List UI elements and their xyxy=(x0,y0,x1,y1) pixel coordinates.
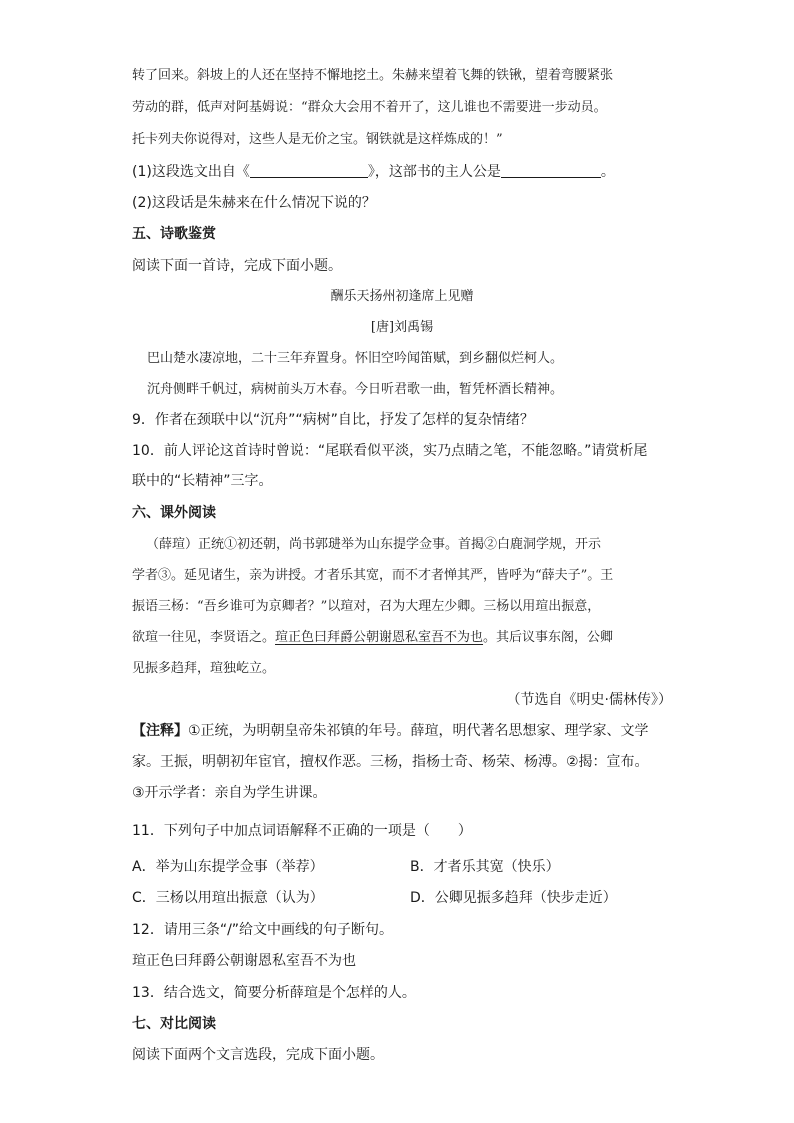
notes-line-1 xyxy=(132,721,672,741)
passage-line-3: 托卡列夫你说得对，这些人是无价之宝。钢铁就是这样炼成的！” xyxy=(132,132,503,147)
section-7-heading: 七、对比阅读 xyxy=(132,1016,216,1032)
option-d[interactable]: D．公卿见振多趋拜（快步走近） xyxy=(410,890,617,906)
passage-line-2: 劳动的群，低声对阿基姆说：“群众大会用不着开了，这儿谁也不需要进一步动员。 xyxy=(132,100,607,115)
poem-line-2: 沉舟侧畔千帆过，病树前头万木春。今日听君歌一曲，暂凭杯酒长精神。 xyxy=(147,382,564,397)
option-c[interactable]: C．三杨以用瑄出振意（认为） xyxy=(132,890,324,906)
notes-text-1: ①正统，为明朝皇帝朱祁镇的年号。薛瑄，明代著名思想家、理学家、文学 xyxy=(188,723,649,739)
section-7-instruction: 阅读下面两个文言选段，完成下面小题。 xyxy=(132,1047,384,1063)
notes-line-2: 家。王振，明朝初年宦官，擅权作恶。三杨，指杨士奇、杨荣、杨溥。②揭：宣布。 xyxy=(132,754,649,770)
option-a[interactable]: A．举为山东提学佥事（举荐） xyxy=(132,859,324,875)
question-12: 12．请用三条“/”给文中画线的句子断句。 xyxy=(132,922,394,938)
notes-label: 【注释】 xyxy=(132,723,188,739)
passage-line-1: 转了回来。斜坡上的人还在坚持不懈地挖土。朱赫来望着飞舞的铁锹，望着弯腰紧张 xyxy=(132,68,614,83)
question-1 xyxy=(132,162,672,182)
question-1-suffix: 。 xyxy=(600,164,615,180)
source-citation: （节选自《明史·儒林传》） xyxy=(506,692,672,708)
underlined-sentence: 瑄正色曰拜爵公朝谢恩私室吾不为也 xyxy=(275,630,484,645)
section-5-heading: 五、诗歌鉴赏 xyxy=(132,226,216,242)
classical-text-line-4-end: 。其后议事东阁，公卿 xyxy=(483,630,614,645)
section-6-heading: 六、课外阅读 xyxy=(132,505,216,521)
poem-title: 酬乐天扬州初逢席上见赠 xyxy=(330,289,474,304)
question-10-line-1: 10．前人评论这首诗时曾说：“尾联看似平淡，实乃点睛之笔，不能忽略。”请赏析尾 xyxy=(132,443,648,459)
question-2: (2)这段话是朱赫来在什么情况下说的？ xyxy=(132,195,376,211)
question-1-mid: 》，这部书的主人公是 xyxy=(367,164,501,180)
classical-text-line-3: 振语三杨：“吾乡谁可为京卿者？”以瑄对，召为大理左少卿。三杨以用瑄出振意， xyxy=(132,599,601,614)
question-1-prefix: (1)这段选文出自《 xyxy=(132,164,250,180)
classical-text-line-5: 见振多趋拜，瑄独屹立。 xyxy=(132,661,276,676)
question-9: 9．作者在颈联中以“沉舟”“病树”自比，抒发了怎样的复杂情绪？ xyxy=(132,412,534,428)
question-12-sentence: 瑄正色曰拜爵公朝谢恩私室吾不为也 xyxy=(132,953,356,969)
question-11: 11．下列句子中加点词语解释不正确的一项是（ ） xyxy=(132,823,472,839)
poem-author: [唐]刘禹锡 xyxy=(370,320,434,335)
classical-text-line-4-start: 欲瑄一往见，李贤语之。 xyxy=(132,630,276,645)
protagonist-blank[interactable] xyxy=(501,163,601,178)
question-10-line-2: 联中的“长精神”三字。 xyxy=(132,473,273,489)
section-5-instruction: 阅读下面一首诗，完成下面小题。 xyxy=(132,258,342,274)
book-title-blank[interactable] xyxy=(250,163,368,178)
notes-line-3: ③开示学者：亲自为学生讲课。 xyxy=(132,785,327,801)
question-13: 13．结合选文，简要分析薛瑄是个怎样的人。 xyxy=(132,985,416,1001)
classical-text-line-2: 学者③。延见诸生，亲为讲授。才者乐其宽，而不才者惮其严，皆呼为“薛夫子”。王 xyxy=(132,568,614,583)
classical-text-line-4 xyxy=(132,628,672,648)
classical-text-line-1: （薛瑄）正统①初还朝，尚书郭琎举为山东提学佥事。首揭②白鹿洞学规，开示 xyxy=(146,537,602,552)
option-b[interactable]: B．才者乐其宽（快乐） xyxy=(410,859,560,875)
poem-line-1: 巴山楚水凄凉地，二十三年弃置身。怀旧空吟闻笛赋，到乡翻似烂柯人。 xyxy=(147,351,564,366)
